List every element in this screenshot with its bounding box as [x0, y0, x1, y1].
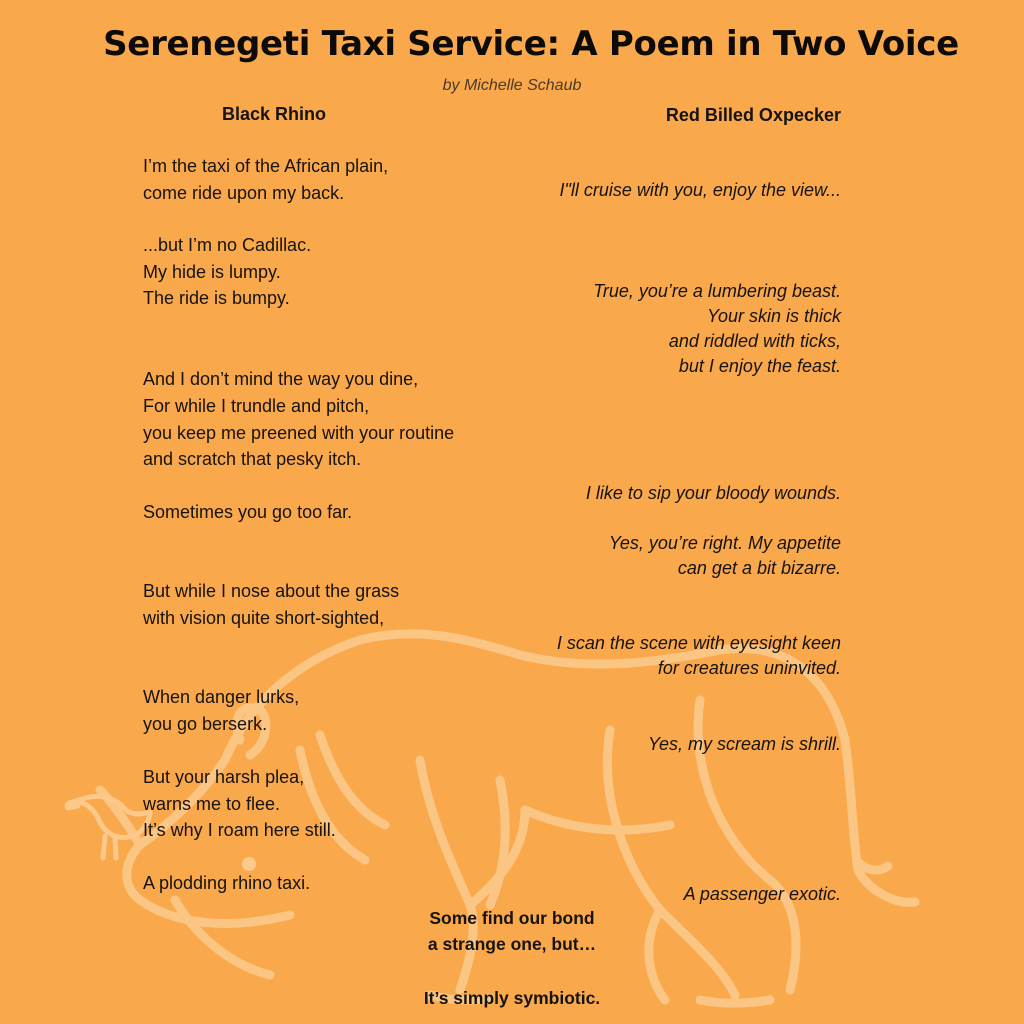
rhino-line: come ride upon my back. — [143, 183, 345, 203]
rhino-line: But your harsh plea, — [143, 767, 305, 787]
rhino-line: When danger lurks, — [143, 687, 300, 707]
poem-byline: by Michelle Schaub — [442, 77, 582, 94]
rhino-line: warns me to flee. — [143, 794, 281, 814]
rhino-line: and scratch that pesky itch. — [143, 449, 362, 469]
rhino-line: A plodding rhino taxi. — [143, 873, 311, 893]
oxpecker-line: Your skin is thick — [706, 306, 841, 326]
rhino-line: Sometimes you go too far. — [143, 502, 353, 522]
oxpecker-line: but I enjoy the feast. — [678, 356, 841, 376]
poem-title: Serenegeti Taxi Service: A Poem in Two Voice — [103, 24, 959, 64]
oxpecker-bird-icon — [67, 796, 150, 858]
rhino-line: It’s why I roam here still. — [143, 820, 336, 840]
together-line: a strange one, but… — [427, 934, 597, 954]
oxpecker-line: and riddled with ticks, — [668, 331, 841, 351]
together-line: Some find our bond — [429, 908, 595, 928]
oxpecker-line: True, you’re a lumbering beast. — [593, 281, 841, 301]
oxpecker-line: I like to sip your bloody wounds. — [585, 483, 841, 503]
oxpecker-line: can get a bit bizarre. — [677, 558, 841, 578]
oxpecker-line: I scan the scene with eyesight keen — [556, 633, 841, 653]
rhino-line: you go berserk. — [143, 714, 268, 734]
rhino-line: ...but I’m no Cadillac. — [143, 235, 312, 255]
oxpecker-line: Yes, my scream is shrill. — [647, 734, 841, 754]
voice-heading-black-rhino: Black Rhino — [222, 104, 327, 124]
rhino-line: But while I nose about the grass — [143, 581, 400, 601]
rhino-line: I’m the taxi of the African plain, — [143, 156, 389, 176]
rhino-line: with vision quite short-sighted, — [143, 608, 385, 628]
oxpecker-line: I"ll cruise with you, enjoy the view... — [559, 180, 841, 200]
rhino-line: And I don’t mind the way you dine, — [143, 369, 419, 389]
rhino-line: you keep me preened with your routine — [143, 423, 455, 443]
rhino-line: For while I trundle and pitch, — [143, 396, 370, 416]
oxpecker-line: Yes, you’re right. My appetite — [608, 533, 841, 553]
oxpecker-line: for creatures uninvited. — [657, 658, 841, 678]
oxpecker-line: A passenger exotic. — [683, 884, 841, 904]
rhino-line: My hide is lumpy. — [143, 262, 281, 282]
together-line: It’s simply symbiotic. — [423, 988, 601, 1008]
voice-heading-oxpecker: Red Billed Oxpecker — [665, 105, 841, 125]
rhino-line: The ride is bumpy. — [143, 288, 290, 308]
